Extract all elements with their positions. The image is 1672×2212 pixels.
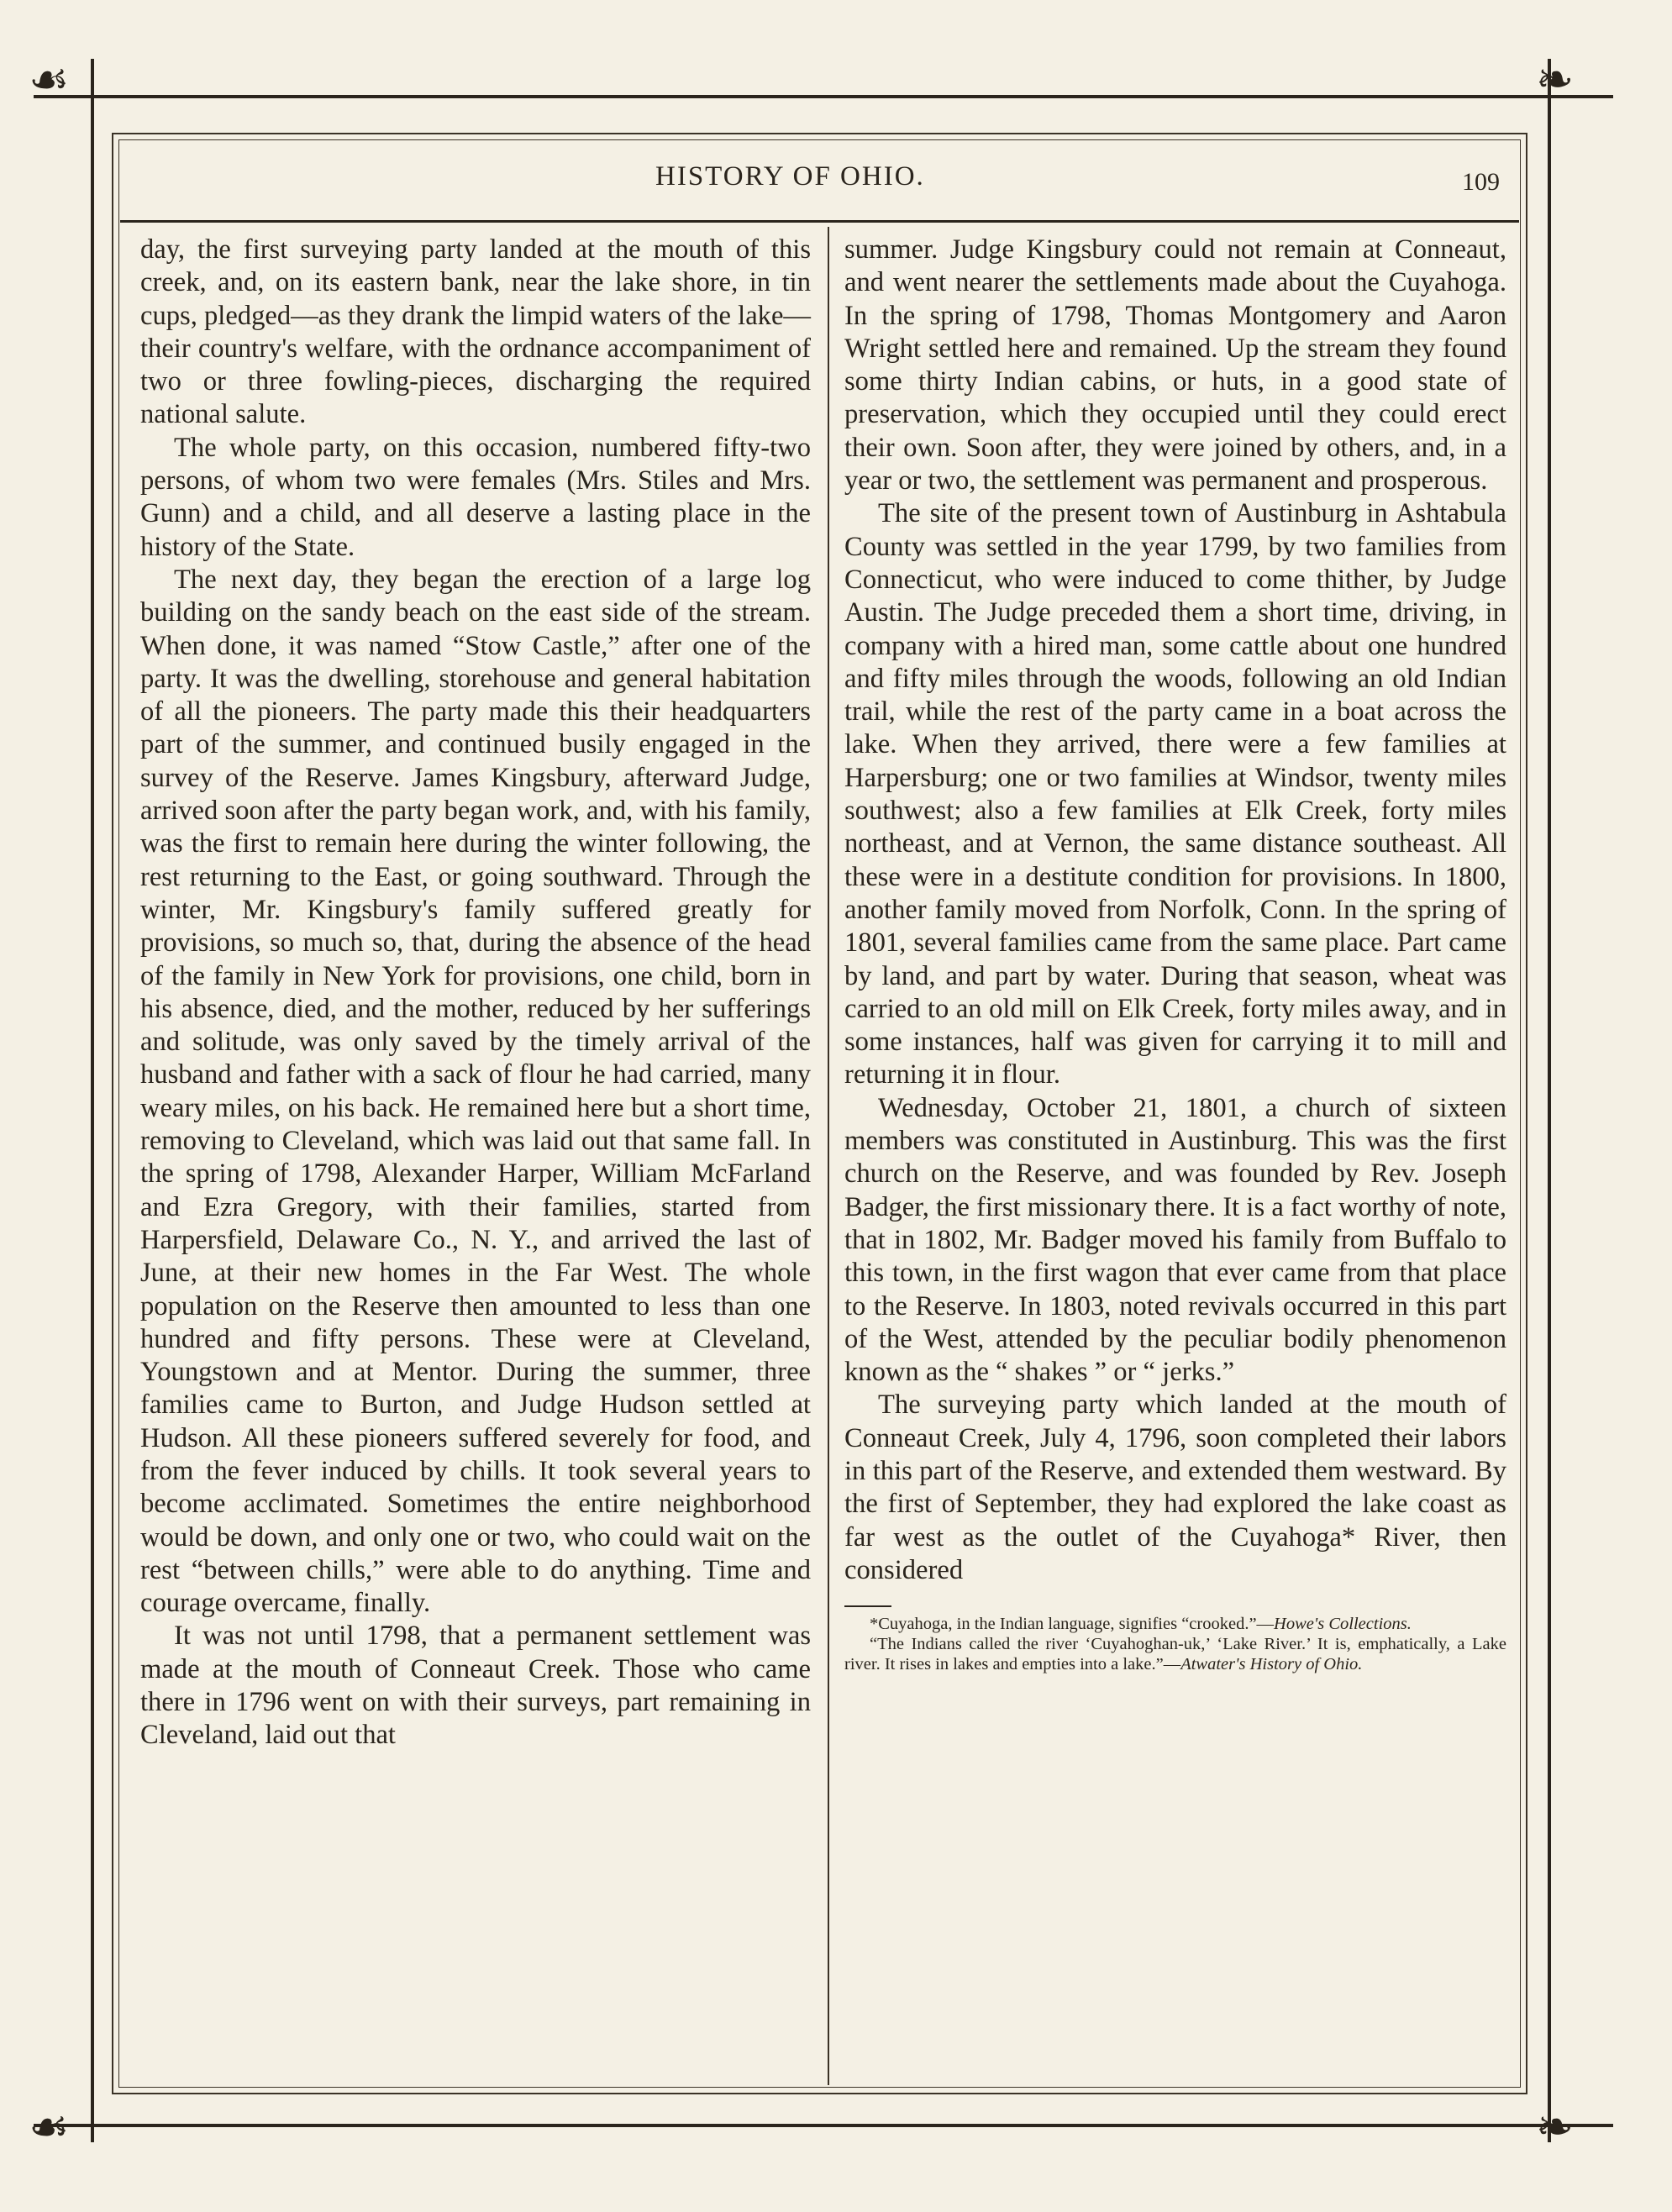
border-top-rule <box>34 95 1613 98</box>
page-number: 109 <box>1462 168 1500 196</box>
paragraph: The whole party, on this occasion, numbered fifty-two persons, of whom two were females (Mrs. Stiles and Mrs. Gunn) and a child, and all deserve a lasting place in the history of the State. <box>140 432 811 562</box>
paragraph: It was not until 1798, that a permanent settlement was made at the mouth of Conneaut Creek. Those who came there in 1796 went on with their surveys, part remaining in Cleveland, laid out that <box>140 1621 811 1751</box>
paragraph: The next day, they began the erection of a large log building on the sandy beach on the east side of the stream. When done, it was named “Stow Castle,” after one of the party. It was the dwelling, storehouse and general habitation of all the pioneers. The party made this their headquarters part of the summer, and continued busily engaged in the survey of the Reserve. James Kingsbury, afterward Judge, arrived soon after the party began work, and, with his family, was the first to remain here during the winter following, the rest returning to the East, or going southward. Through the winter, Mr. Kingsbury's family suffered greatly for provisions, so much so, that, during the absence of the head of the family in New York for provisions, one child, born in his absence, died, and the mother, reduced by her sufferings and solitude, was only saved by the timely arrival of the husband and father with a sack of flour he had carried, many weary miles, on his back. He remained here but a short time, removing to Cleveland, which was laid out that same fall. In the spring of 1798, Alexander Harper, William McFarland and Ezra Gregory, with their families, started from Harpersfield, Delaware Co., N. Y., and arrived the last of June, at their new homes in the Far West. The whole population on the Reserve then amounted to less than one hundred and fifty persons. These were at Cleveland, Youngstown and at Mentor. During the summer, three families came to Burton, and Judge Hudson settled at Hudson. All these pioneers suffered severely for food, and from the fever induced by chills. It took several years to become acclimated. Sometimes the entire neighborhood would be down, and only one or two, who could wait on the rest “between chills,” were able to do anything. Time and courage overcame, finally. <box>140 564 811 1619</box>
corner-ornament-icon: ❧ <box>1536 2100 1575 2153</box>
footnote <box>844 1614 1506 1634</box>
corner-ornament-icon: ☙ <box>29 2100 70 2153</box>
right-column <box>844 234 1506 1674</box>
column-divider <box>828 227 829 2085</box>
footnote <box>844 1634 1506 1674</box>
header-rule <box>120 220 1519 223</box>
paragraph: The site of the present town of Austinburg in Ashtabula County was settled in the year 1799, by two families from Connecticut, who were induced to come thither, by Judge Austin. The Judge preceded them a short time, driving, in company with a hired man, some cattle about one hundred and fifty miles through the woods, following an old Indian trail, while the rest of the party came in a boat across the lake. When they arrived, there were a few families at Harpersburg; one or two families at Windsor, twenty miles southwest; also a few families at Elk Creek, forty miles northeast, and at Vernon, the same distance southeast. All these were in a destitute condition for provisions. In 1800, another family moved from Norfolk, Conn. In the spring of 1801, several families came from the same place. Part came by land, and part by water. During that season, wheat was carried to an old mill on Elk Creek, forty miles away, and in some instances, half was given for carrying it to mill and returning it in flour. <box>844 498 1506 1090</box>
corner-ornament-icon: ❧ <box>1536 53 1575 106</box>
paragraph: summer. Judge Kingsbury could not remain at Conneaut, and went nearer the settlements made about the Cuyahoga. In the spring of 1798, Thomas Montgomery and Aaron Wright settled here and remained. Up the stream they found some thirty Indian cabins, or huts, in a good state of preservation, which they occupied until they could erect their own. Soon after, they were joined by others, and, in a year or two, the settlement was permanent and prosperous. <box>844 234 1506 497</box>
border-right-rule <box>1548 59 1551 2142</box>
border-left-rule <box>91 59 94 2142</box>
paragraph: The surveying party which landed at the mouth of Conneaut Creek, July 4, 1796, soon completed their labors in this part of the Reserve, and extended them westward. By the first of September, they had explored the lake coast as far west as the outlet of the Cuyahoga* River, then considered <box>844 1390 1506 1585</box>
footnotes <box>844 1614 1506 1674</box>
footnote-source: Atwater's History of Ohio. <box>1180 1655 1363 1674</box>
footnote-text: “The Indians called the river ‘Cuyahoghan-uk,’ ‘Lake River.’ It is, emphatically, a Lake river. It rises in lakes and empties into a lake.”— <box>844 1635 1506 1674</box>
footnote-rule <box>844 1605 891 1607</box>
footnote-text: *Cuyahoga, in the Indian language, signifies “crooked.”— <box>870 1615 1275 1634</box>
running-head: HISTORY OF OHIO. <box>655 161 925 192</box>
corner-ornament-icon: ☙ <box>29 53 70 106</box>
paragraph: Wednesday, October 21, 1801, a church of sixteen members was constituted in Austinburg. This was the first church on the Reserve, and was founded by Rev. Joseph Badger, the first missionary there. It is a fact worthy of note, that in 1802, Mr. Badger moved his family from Buffalo to this town, in the first wagon that ever came from that place to the Reserve. In 1803, noted revivals occurred in this part of the West, attended by the peculiar bodily phenomenon known as the “ shakes ” or “ jerks.” <box>844 1092 1506 1388</box>
left-column <box>140 234 811 1752</box>
footnote-source: Howe's Collections. <box>1274 1615 1412 1634</box>
border-bottom-rule <box>34 2124 1613 2127</box>
paragraph: day, the first surveying party landed at the mouth of this creek, and, on its eastern bank, near the lake shore, in tin cups, pledged—as they drank the limpid waters of the lake—their country's welfare, with the ordnance accompaniment of two or three fowling-pieces, discharging the required national salute. <box>140 234 811 430</box>
